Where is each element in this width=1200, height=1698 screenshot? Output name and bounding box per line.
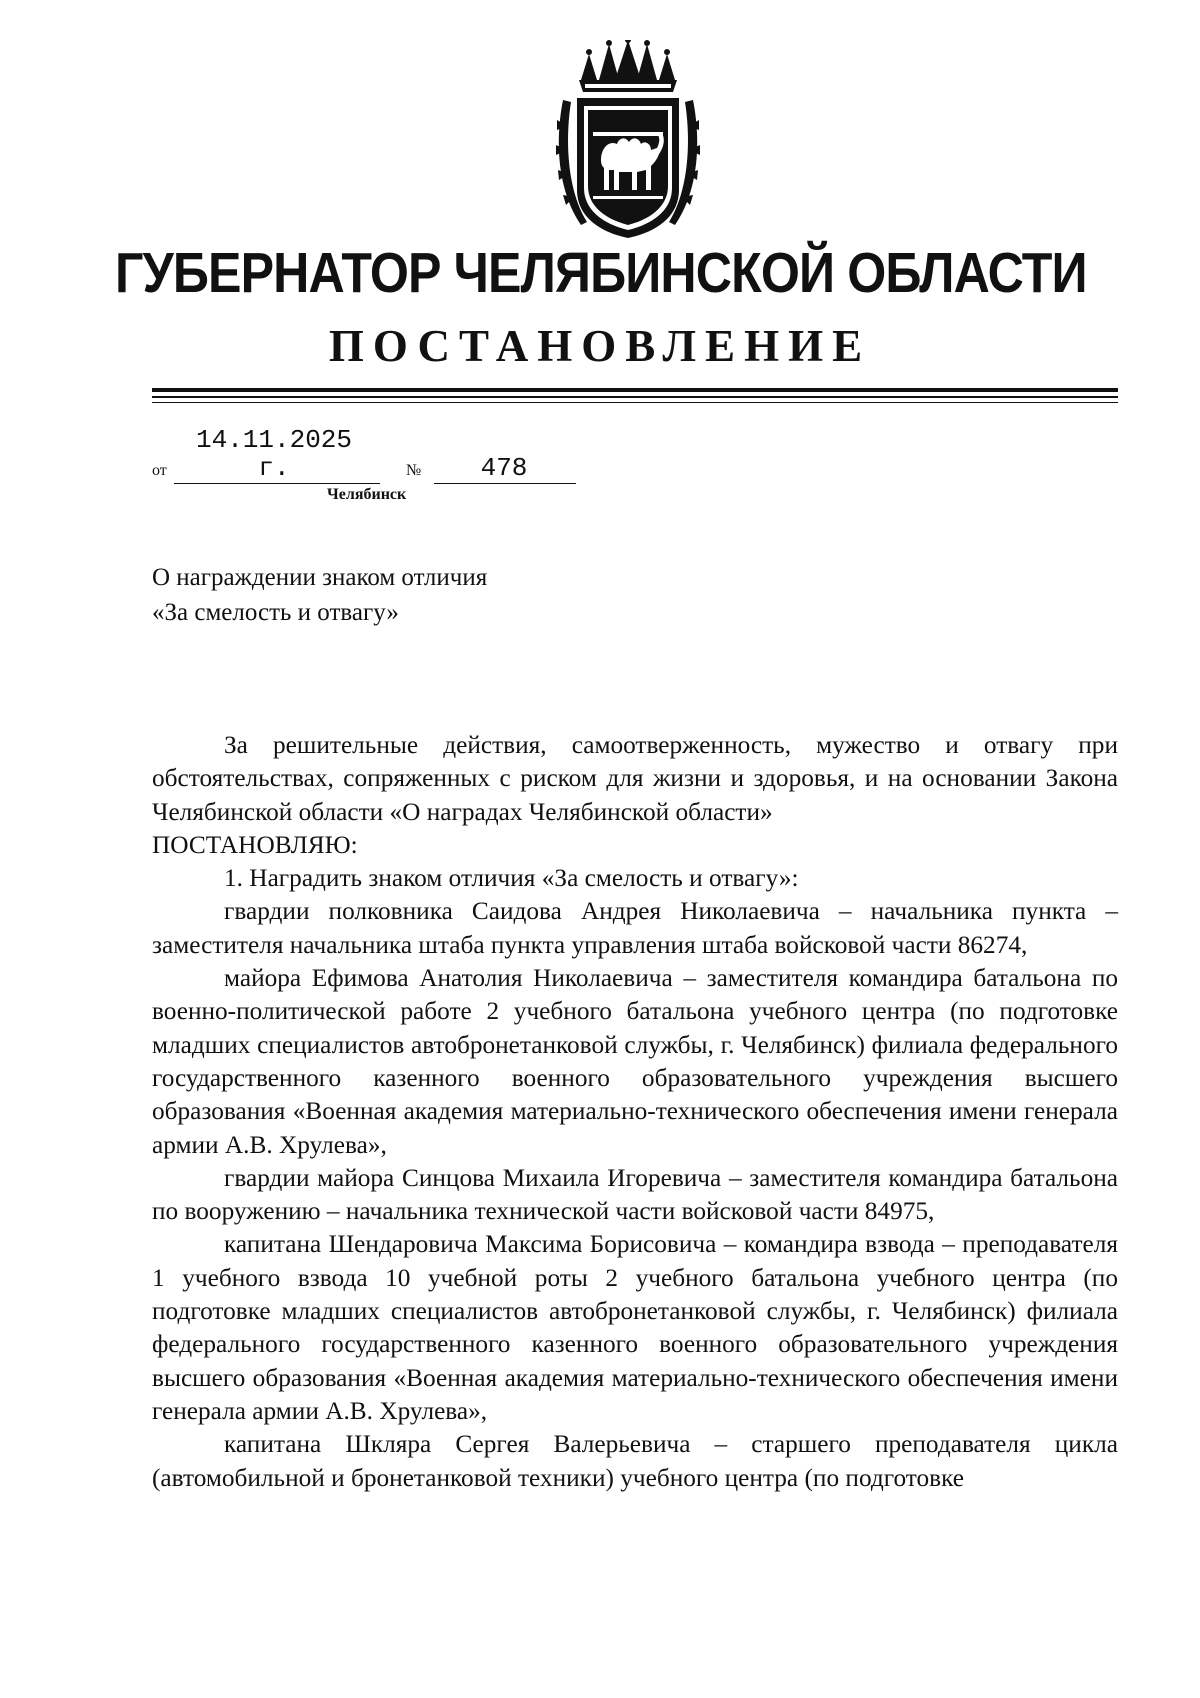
subject-line-2: «За смелость и отвагу» bbox=[152, 599, 399, 626]
header-divider-hairline bbox=[152, 402, 1118, 403]
header-divider-thick bbox=[152, 388, 1118, 392]
document-date: 14.11.2025 г. bbox=[195, 425, 353, 483]
number-prefix: № bbox=[406, 462, 422, 479]
issuing-authority-title: ГУБЕРНАТОР ЧЕЛЯБИНСКОЙ ОБЛАСТИ bbox=[114, 241, 1087, 305]
document-number: 478 bbox=[480, 453, 528, 483]
header-divider-thin bbox=[152, 396, 1118, 398]
awardee-paragraph: майора Ефимова Анатолия Николаевича – заместителя командира батальона по военно-политической работе 2 учебного батальона учебного центра (по подготовке младших специалистов автобронетанковой службы, г. Челябинск) филиала федерального государственного казенного военного образовательного учреждения высшего образования «Военная академия материально-технического обеспечения имени генерала армии А.В. Хрулева», bbox=[152, 964, 1118, 1159]
awardee-paragraph: капитана Шендаровича Максима Борисовича – командира взвода – преподавателя 1 учебного взвода 10 учебной роты 2 учебного батальона учебного центра (по подготовке младших специалистов автобронетанковой службы, г. Челябинск) филиала федерального государственного казенного военного образовательного учреждения высшего образования «Военная академия материально-технического обеспечения имени генерала армии А.В. Хрулева», bbox=[152, 1230, 1118, 1425]
document-subject bbox=[152, 560, 487, 630]
awardee-paragraph: гвардии майора Синцова Михаила Игоревича – заместителя командира батальона по вооружению – начальника технической части войсковой части 84975, bbox=[152, 1163, 1118, 1226]
date-prefix: от bbox=[152, 462, 167, 479]
clause-1: 1. Наградить знаком отличия «За смелость и отвагу»: bbox=[224, 864, 799, 893]
subject-line-1: О награждении знаком отличия bbox=[152, 564, 488, 591]
chelyabinsk-coat-of-arms-icon bbox=[553, 40, 703, 240]
document-body bbox=[152, 729, 1118, 1495]
preamble-paragraph: За решительные действия, самоотверженность, мужество и отвагу при обстоятельствах, сопряженных с риском для жизни и здоровья, и на основании Закона Челябинской области «О наградах Челябинской области» bbox=[152, 731, 1118, 826]
awardee-paragraph: капитана Шкляра Сергея Валерьевича – старшего преподавателя цикла (автомобильной и бронетанковой техники) учебного центра (по подготовке bbox=[152, 1430, 1118, 1492]
number-underline bbox=[434, 483, 576, 484]
date-underline bbox=[174, 483, 380, 484]
decree-word: ПОСТАНОВЛЯЮ: bbox=[152, 830, 358, 859]
awardee-paragraph: гвардии полковника Саидова Андрея Николаевича – начальника пункта – заместителя начальника штаба пункта управления штаба войсковой части 86274, bbox=[152, 897, 1118, 959]
issuing-city: Челябинск bbox=[327, 486, 407, 503]
document-type-title: ПОСТАНОВЛЕНИЕ bbox=[328, 321, 872, 371]
